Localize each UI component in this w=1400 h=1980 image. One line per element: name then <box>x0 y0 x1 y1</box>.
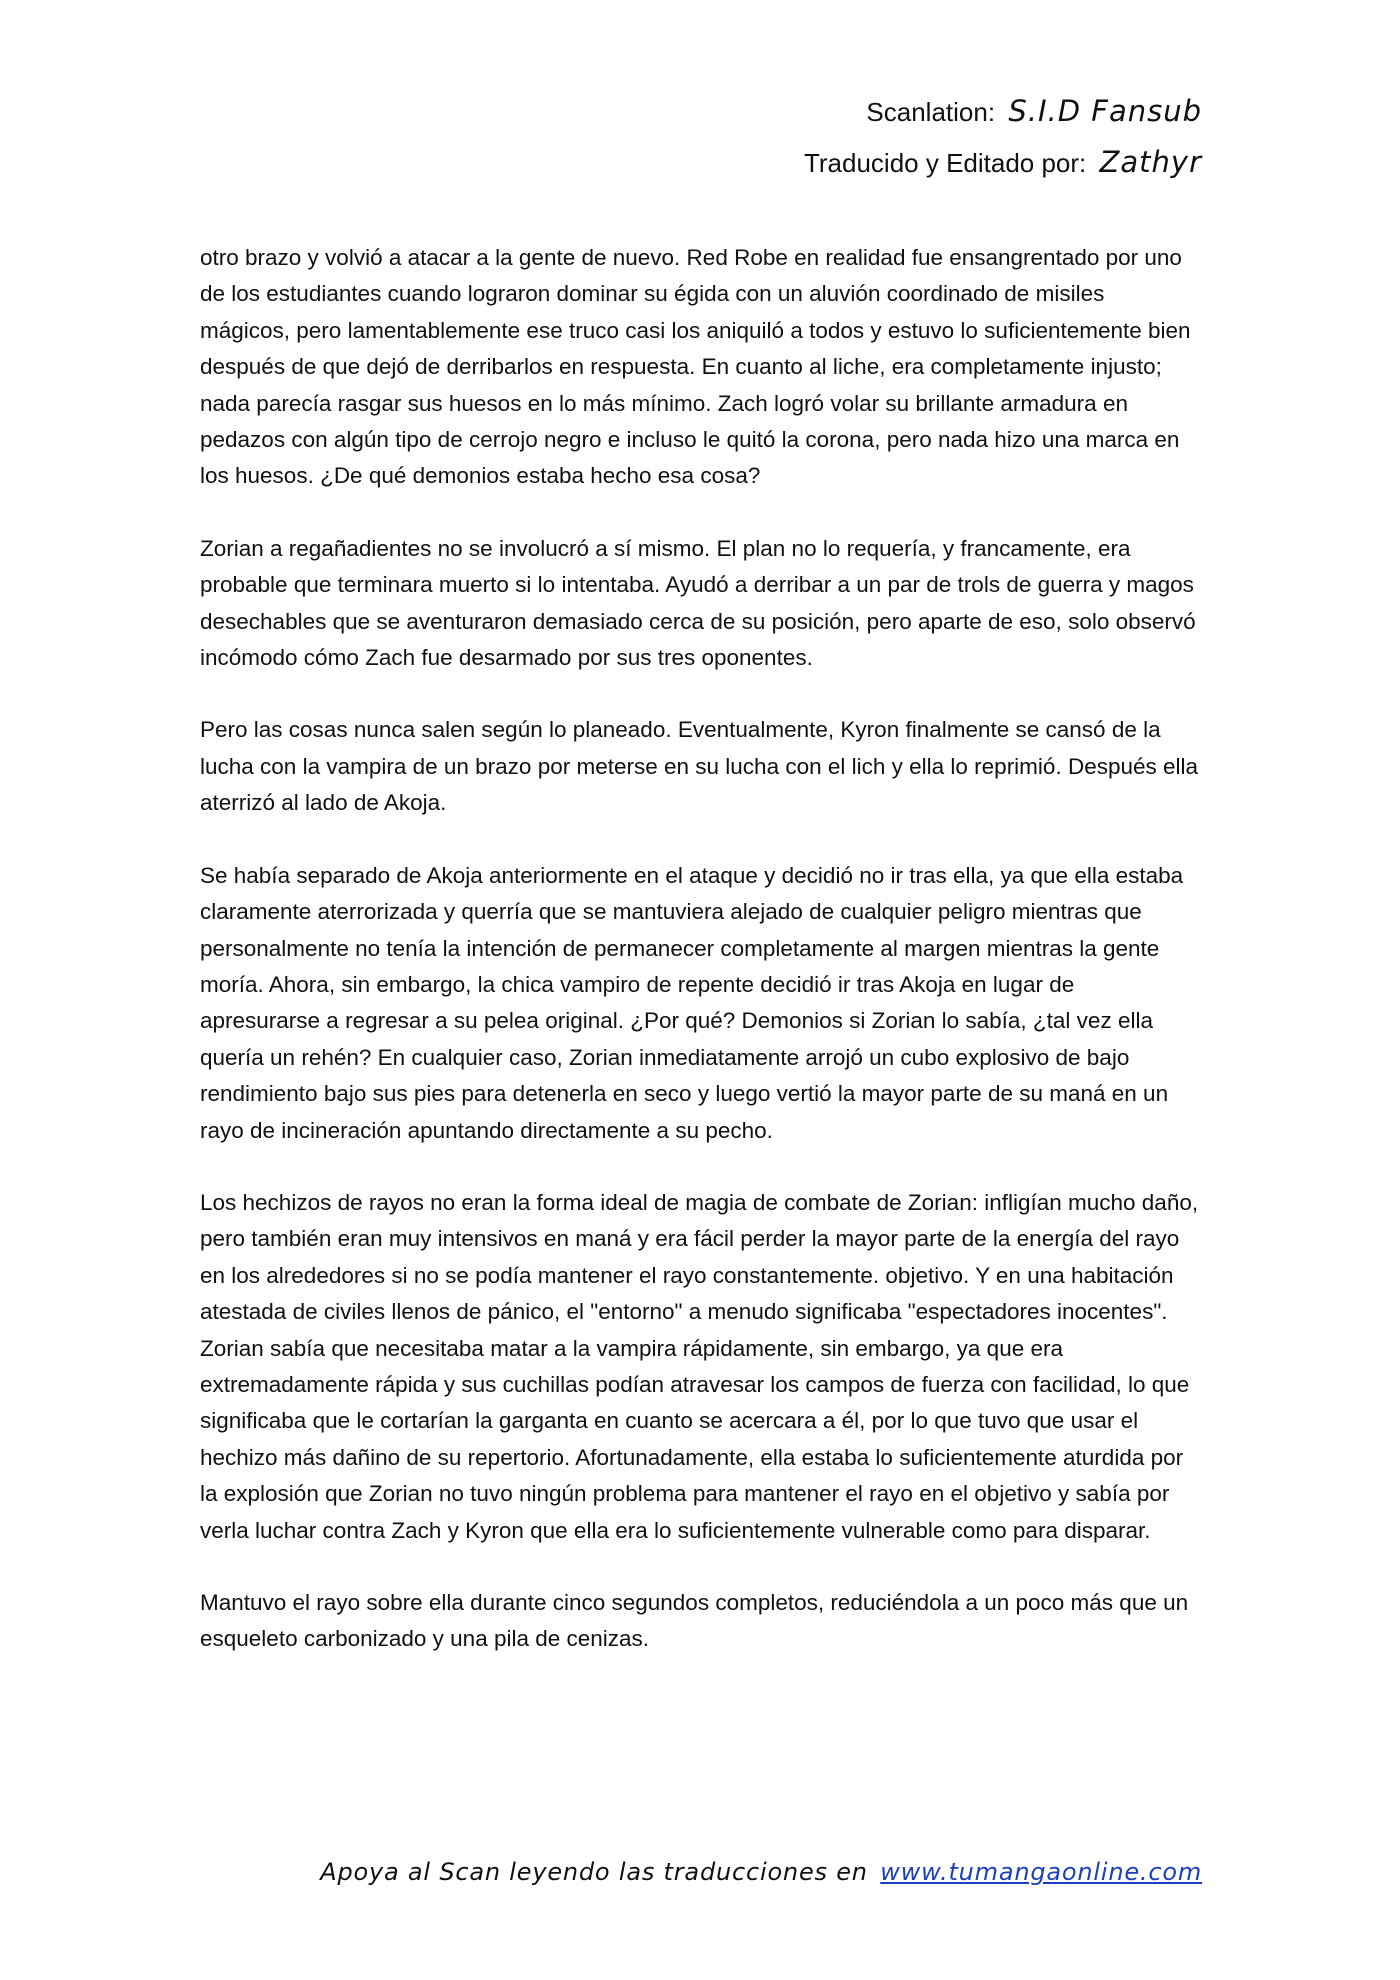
footer-link[interactable]: www.tumangaonline.com <box>880 1858 1202 1886</box>
body-paragraph: otro brazo y volvió a atacar a la gente de nuevo. Red Robe en realidad fue ensangrentado por uno de los estudiantes cuando lograron dominar su égida con un aluvión coordinado de misiles mágicos, pero lamentablemente ese truco casi los aniquiló a todos y estuvo lo suficientemente bien después de que dejó de derribarlos en respuesta. En cuanto al liche, era completamente injusto; nada parecía rasgar sus huesos en lo más mínimo. Zach logró volar su brillante armadura en pedazos con algún tipo de cerrojo negro e incluso le quitó la corona, pero nada hizo una marca en los huesos. ¿De qué demonios estaba hecho esa cosa? <box>200 245 1191 489</box>
page-footer <box>320 1858 1202 1886</box>
scanlation-credit <box>804 86 1202 137</box>
body-paragraph: Zorian a regañadientes no se involucró a sí mismo. El plan no lo requería, y francamente, era probable que terminara muerto si lo intentaba. Ayudó a derribar a un par de trols de guerra y magos desechables que se aventuraron demasiado cerca de su posición, pero aparte de eso, solo observó incómodo cómo Zach fue desarmado por sus tres oponentes. <box>200 535 1196 671</box>
footer-text: Apoya al Scan leyendo las traducciones en <box>320 1858 868 1886</box>
body-paragraph: Los hechizos de rayos no eran la forma ideal de magia de combate de Zorian: infligían mucho daño, pero también eran muy intensivos en maná y era fácil perder la mayor parte de la energía del rayo en los alrededores si no se podía mantener el rayo constantemente. objetivo. Y en una habitación atestada de civiles llenos de pánico, el "entorno" a menudo significaba "espectadores inocentes". Zorian sabía que necesitaba matar a la vampira rápidamente, sin embargo, ya que era extremadamente rápida y sus cuchillas podían atravesar los campos de fuerza con facilidad, lo que significaba que le cortarían la garganta en cuanto se acercara a él, por lo que tuvo que usar el hechizo más dañino de su repertorio. Afortunadamente, ella estaba lo suficientemente aturdida por la explosión que Zorian no tuvo ningún problema para mantener el rayo en el objetivo y sabía por verla luchar contra Zach y Kyron que ella era lo suficientemente vulnerable como para disparar. <box>200 1189 1199 1543</box>
page-header <box>804 86 1202 188</box>
scanlation-group-name: S.I.D Fansub <box>1008 94 1202 128</box>
body-paragraph: Mantuvo el rayo sobre ella durante cinco segundos completos, reduciéndola a un poco más que un esqueleto carbonizado y una pila de cenizas. <box>200 1590 1189 1652</box>
body-paragraph: Pero las cosas nunca salen según lo planeado. Eventualmente, Kyron finalmente se cansó de la lucha con la vampira de un brazo por meterse en su lucha con el lich y ella lo reprimió. Después ella aterrizó al lado de Akoja. <box>200 717 1199 816</box>
body-paragraph: Se había separado de Akoja anteriormente en el ataque y decidió no ir tras ella, ya que ella estaba claramente aterrorizada y querría que se mantuviera alejado de cualquier peligro mientras que personalmente no tenía la intención de permanecer completamente al margen mientras la gente moría. Ahora, sin embargo, la chica vampiro de repente decidió ir tras Akoja en lugar de apresurarse a regresar a su pelea original. ¿Por qué? Demonios si Zorian lo sabía, ¿tal vez ella quería un rehén? En cualquier caso, Zorian inmediatamente arrojó un cubo explosivo de bajo rendimiento bajo sus pies para detenerla en seco y luego vertió la mayor parte de su maná en un rayo de incineración apuntando directamente a su pecho. <box>200 862 1184 1143</box>
scanlation-label: Scanlation: <box>866 97 996 127</box>
chapter-body <box>200 240 1200 1694</box>
translator-credit <box>804 137 1202 188</box>
translator-name: Zathyr <box>1099 145 1202 179</box>
translator-label: Traducido y Editado por: <box>803 148 1087 178</box>
